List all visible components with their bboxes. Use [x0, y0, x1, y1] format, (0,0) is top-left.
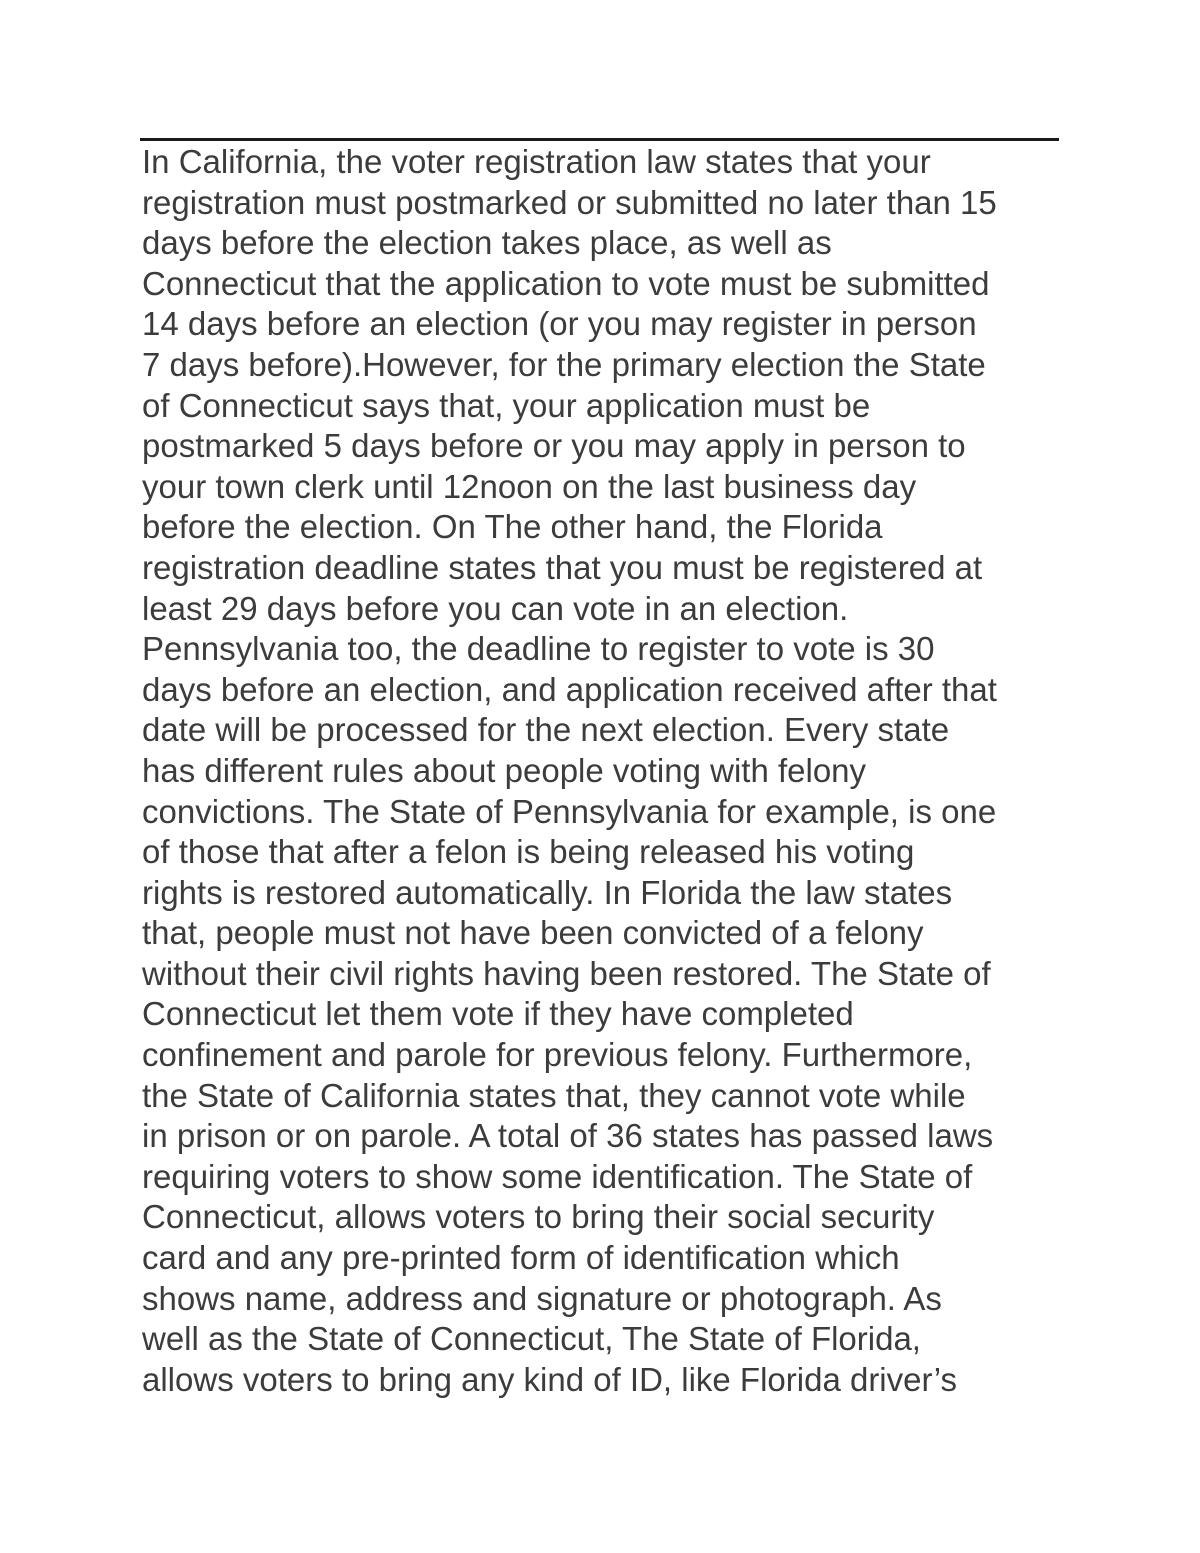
text-line: rights is restored automatically. In Florida the law states	[142, 873, 953, 911]
text-line: registration deadline states that you must be registered at	[142, 548, 983, 586]
text-line: 14 days before an election (or you may register in person	[142, 305, 977, 343]
text-line: 7 days before).However, for the primary election the State	[142, 345, 986, 383]
text-line: convictions. The State of Pennsylvania for example, is one	[142, 792, 997, 830]
text-line: Connecticut let them vote if they have completed	[142, 995, 854, 1033]
text-line: of Connecticut says that, your application must be	[142, 386, 871, 424]
text-line: card and any pre-printed form of identification which	[142, 1239, 900, 1277]
text-line: date will be processed for the next election. Every state	[142, 711, 950, 749]
text-line: before the election. On The other hand, the Florida	[142, 508, 883, 546]
text-line: well as the State of Connecticut, The State of Florida,	[142, 1320, 921, 1358]
text-line: Connecticut, allows voters to bring their social security	[142, 1198, 935, 1236]
text-line: in prison or on parole. A total of 36 states has passed laws	[142, 1117, 994, 1155]
text-line: registration must postmarked or submitted no later than 15	[142, 183, 997, 221]
text-line: the State of California states that, they cannot vote while	[142, 1076, 966, 1114]
text-line: allows voters to bring any kind of ID, like Florida driver’s	[142, 1360, 957, 1398]
text-line: that, people must not have been convicted of a felony	[142, 914, 924, 952]
text-line: of those that after a felon is being released his voting	[142, 833, 915, 871]
text-line: Pennsylvania too, the deadline to register to vote is 30	[142, 630, 935, 668]
top-rule	[140, 138, 1059, 141]
text-line: least 29 days before you can vote in an election.	[142, 589, 849, 627]
body-paragraph	[142, 142, 1082, 1400]
text-line: has different rules about people voting with felony	[142, 751, 867, 789]
text-line: shows name, address and signature or photograph. As	[142, 1279, 942, 1317]
text-line: days before an election, and application received after that	[142, 670, 997, 708]
text-line: postmarked 5 days before or you may apply in person to	[142, 427, 966, 465]
text-line: requiring voters to show some identification. The State of	[142, 1157, 973, 1195]
text-line: without their civil rights having been restored. The State of	[142, 954, 991, 992]
text-line: Connecticut that the application to vote must be submitted	[142, 264, 990, 302]
text-line: In California, the voter registration law states that your	[142, 143, 931, 180]
text-line: your town clerk until 12noon on the last business day	[142, 467, 917, 505]
text-line: days before the election takes place, as well as	[142, 224, 832, 262]
text-line: confinement and parole for previous felony. Furthermore,	[142, 1036, 973, 1074]
